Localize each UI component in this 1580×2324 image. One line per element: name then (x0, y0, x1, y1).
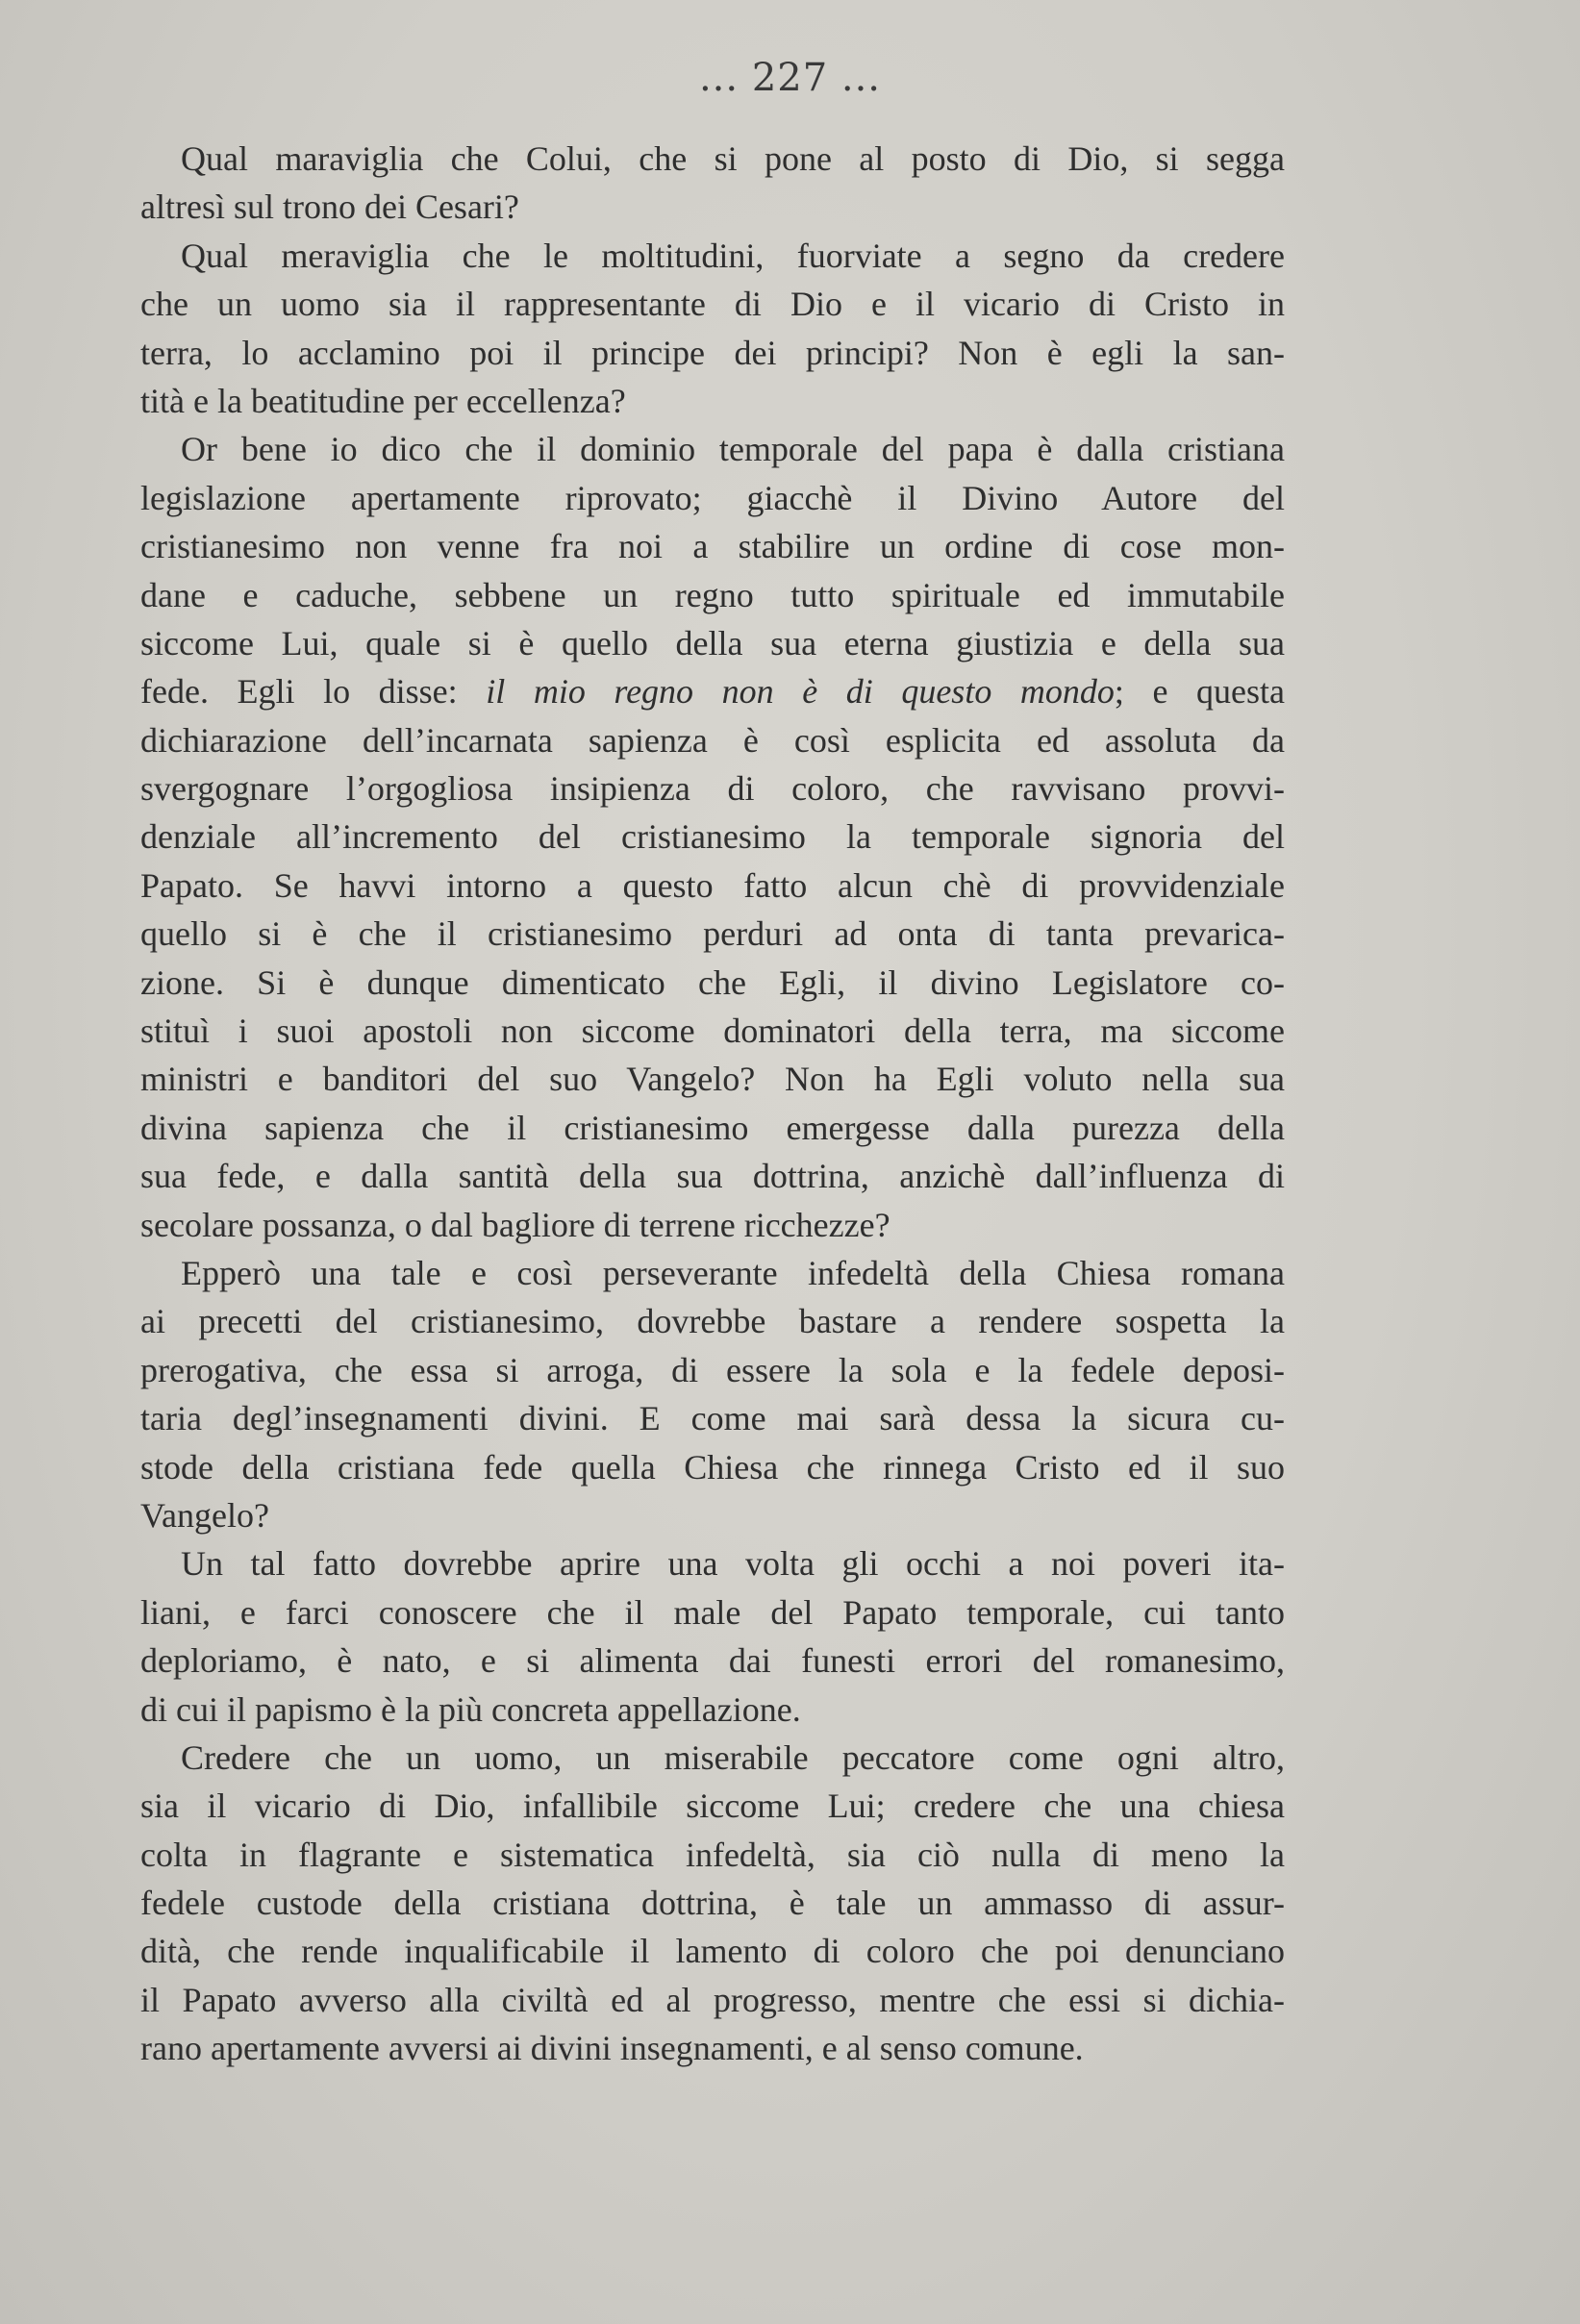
text-line: rano apertamente avversi ai divini insegnamenti, e al senso comune. (140, 2029, 1084, 2068)
text-line: ministri e banditori del suo Vangelo? Non ha Egli voluto nella sua (140, 1060, 1285, 1099)
text-line: taria degl’insegnamenti divini. E come mai sarà dessa la sicura cu- (140, 1399, 1285, 1438)
text-line: Papato. Se havvi intorno a questo fatto alcun chè di provvidenziale (140, 865, 1285, 905)
text-line: Vangelo? (140, 1495, 269, 1535)
text-line: legislazione apertamente riprovato; giacchè il Divino Autore del (140, 478, 1285, 517)
text-line: dità, che rende inqualificabile il lamento di coloro che poi denunciano (140, 1932, 1285, 1971)
text-line: fedele custode della cristiana dottrina, è tale un ammasso di assur- (140, 1884, 1285, 1923)
text-line: prerogativa, che essa si arroga, di essere la sola e la fedele deposi- (140, 1350, 1285, 1389)
body-text (140, 135, 1285, 2073)
text-line: Qual meraviglia che le moltitudini, fuorviate a segno da credere (181, 236, 1285, 275)
text-line: altresì sul trono dei Cesari? (140, 187, 519, 227)
text-line: Or bene io dico che il dominio temporale del papa è dalla cristiana (181, 430, 1285, 469)
text-line: tità e la beatitudine per eccellenza? (140, 381, 626, 420)
text-line: ai precetti del cristianesimo, dovrebbe bastare a rendere sospetta la (140, 1302, 1285, 1341)
text-line: divina sapienza che il cristianesimo emergesse dalla purezza della (140, 1108, 1285, 1147)
text-line: dane e caduche, sebbene un regno tutto spirituale ed immutabile (140, 575, 1285, 614)
text-line: terra, lo acclamino poi il principe dei principi? Non è egli la san- (140, 333, 1285, 372)
text-line: dichiarazione dell’incarnata sapienza è così esplicita ed assoluta da (140, 720, 1285, 760)
text-line: deploriamo, è nato, e si alimenta dai funesti errori del romanesimo, (140, 1641, 1285, 1681)
text-line: sia il vicario di Dio, infallibile siccome Lui; credere che una chiesa (140, 1787, 1285, 1826)
text-line: Qual maraviglia che Colui, che si pone al posto di Dio, si segga (181, 139, 1285, 178)
text-line: sua fede, e dalla santità della sua dottrina, anzichè dall’influenza di (140, 1157, 1285, 1196)
text-line: svergognare l’orgogliosa insipienza di coloro, che ravvisano provvi- (140, 769, 1285, 809)
text-line: Credere che un uomo, un miserabile peccatore come ogni altro, (181, 1737, 1285, 1777)
page-number: ... 227 ... (698, 56, 882, 100)
text-line: il Papato avverso alla civiltà ed al progresso, mentre che essi si dichia- (140, 1980, 1285, 2019)
text-line: siccome Lui, quale si è quello della sua eterna giustizia e della sua (140, 623, 1285, 662)
text-line: Epperò una tale e così perseverante infedeltà della Chiesa romana (181, 1253, 1285, 1292)
text-line: che un uomo sia il rappresentante di Dio e il vicario di Cristo in (140, 285, 1285, 324)
text-line: quello si è che il cristianesimo perduri ad onta di tanta prevarica- (140, 914, 1285, 954)
text-line-start: fede. Egli lo disse: (140, 672, 487, 712)
italic-quote: il mio regno non è di questo mondo (486, 672, 1115, 712)
text-line: di cui il papismo è la più concreta appellazione. (140, 1689, 801, 1729)
text-line: liani, e farci conoscere che il male del Papato temporale, cui tanto (140, 1592, 1285, 1632)
text-line: cristianesimo non venne fra noi a stabilire un ordine di cose mon- (140, 527, 1285, 566)
text-line (140, 667, 1285, 715)
text-line: stode della cristiana fede quella Chiesa che rinnega Cristo ed il suo (140, 1447, 1285, 1487)
text-line: Un tal fatto dovrebbe aprire una volta gli occhi a noi poveri ita- (181, 1544, 1285, 1584)
text-line: stituì i suoi apostoli non siccome dominatori della terra, ma siccome (140, 1012, 1285, 1051)
text-line: zione. Si è dunque dimenticato che Egli, il divino Legislatore co- (140, 962, 1285, 1002)
text-line: secolare possanza, o dal bagliore di terrene ricchezze? (140, 1205, 890, 1244)
text-line: colta in flagrante e sistematica infedeltà, sia ciò nulla di meno la (140, 1835, 1285, 1874)
text-line: denziale all’incremento del cristianesimo la temporale signoria del (140, 817, 1285, 857)
text-line-end: ; e questa (1114, 672, 1285, 712)
